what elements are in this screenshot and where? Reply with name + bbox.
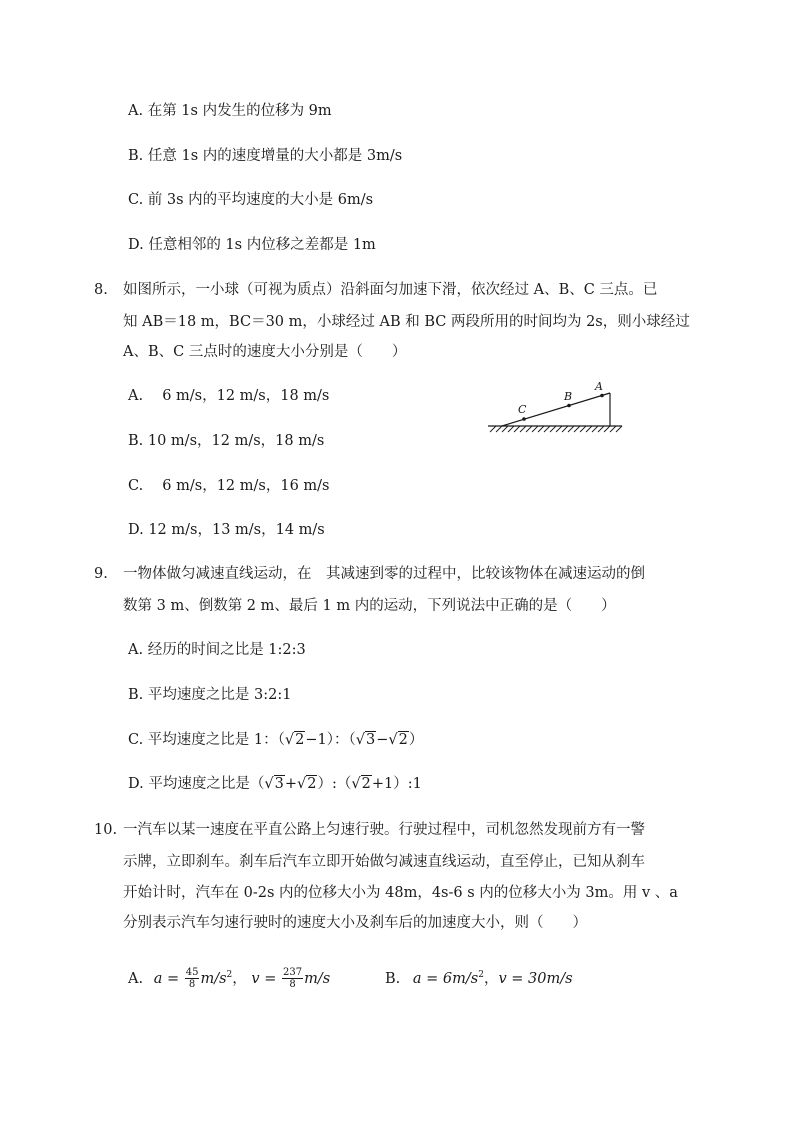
q8-option-a[interactable]: A. 6 m/s，12 m/s，18 m/s [128, 388, 330, 404]
q10-v-fraction: $\frac{237}{8}$ [282, 967, 303, 991]
point-b-label: B [564, 390, 573, 403]
q9-d-radicand-3: 2 [361, 776, 371, 792]
q9-d-end: +1）:1 [371, 776, 422, 792]
q9-option-b[interactable]: B. 平均速度之比是 3:2:1 [128, 687, 292, 703]
point-a-marker [600, 394, 604, 398]
q7-option-a[interactable]: A. 在第 1s 内发生的位移为 9m [128, 103, 332, 119]
sqrt-sign-icon: √ [296, 776, 307, 792]
q10-option-a[interactable] [128, 962, 330, 992]
q10-b-sep: ， [483, 970, 499, 987]
q10-b-a-expr: a = 6m/s [412, 970, 479, 987]
q8-number: 8. [94, 282, 108, 298]
sqrt-sign-icon: √ [264, 776, 274, 792]
q9-c-prefix: C. 平均速度之比是 1：（ [128, 732, 285, 748]
q7-option-b[interactable]: B. 任意 1s 内的速度增量的大小都是 3m/s [128, 148, 403, 164]
q8-stem-line-3: A、B、C 三点时的速度大小分别是（ ） [123, 344, 407, 360]
q10-a-unit: m/s [200, 970, 227, 987]
q10-stem-line-4: 分别表示汽车匀速行驶时的速度大小及刹车后的加速度大小，则（ ） [123, 915, 587, 931]
q9-c-end: ） [408, 732, 424, 748]
q10-number: 10. [94, 822, 118, 838]
q8-option-d[interactable]: D. 12 m/s，13 m/s，14 m/s [128, 522, 325, 538]
q10-stem-line-1: 一汽车以某一速度在平直公路上匀速行驶。行驶过程中，司机忽然发现前方有一警 [123, 822, 645, 838]
q10-b-label: B. [385, 970, 401, 987]
q10-a-label: A. [128, 970, 144, 987]
incline-figure [484, 376, 626, 436]
q7-option-d[interactable]: D. 任意相邻的 1s 内位移之差都是 1m [128, 237, 376, 253]
point-a-label: A [595, 380, 603, 393]
q9-stem-line-2: 数第 3 m、倒数第 2 m、最后 1 m 内的运动，下列说法中正确的是（ ） [123, 598, 616, 614]
q9-d-mid-1: + [284, 776, 297, 792]
q10-b-exp: 2 [478, 970, 484, 980]
q10-a-fraction: $\frac{45}{8}$ [185, 967, 199, 991]
sqrt-sign-icon: √ [284, 732, 295, 748]
q10-b-v-expr: v = 30m/s [498, 970, 573, 987]
sqrt-sign-icon: √ [388, 732, 398, 748]
q10-option-b[interactable] [385, 962, 573, 992]
q10-v-unit: m/s [304, 970, 331, 987]
q10-v-eq: = [264, 970, 277, 987]
q9-d-radicand-2: 2 [307, 776, 317, 792]
q10-a-var: a [153, 970, 163, 987]
q10-a-exp: 2 [226, 970, 233, 980]
q7-option-c[interactable]: C. 前 3s 内的平均速度的大小是 6m/s [128, 192, 374, 208]
q9-d-radicand-1: 3 [274, 776, 284, 792]
q8-stem-line-1: 如图所示，一小球（可视为质点）沿斜面匀加速下滑，依次经过 A、B、C 三点。已 [123, 282, 658, 298]
q10-a-sep: ， [232, 970, 247, 987]
q9-c-mid-2: − [376, 732, 389, 748]
q9-c-radicand-3: 2 [398, 732, 408, 748]
q8-stem-line-2: 知 AB＝18 m，BC＝30 m，小球经过 AB 和 BC 两段所用的时间均为 2s，则小球经过 [123, 314, 690, 330]
sqrt-sign-icon: √ [351, 776, 361, 792]
q9-option-a[interactable]: A. 经历的时间之比是 1:2:3 [128, 642, 306, 658]
q8-option-b[interactable]: B. 10 m/s，12 m/s，18 m/s [128, 433, 325, 449]
q9-c-radicand-1: 2 [295, 732, 305, 748]
q10-stem-line-2: 示牌，立即刹车。刹车后汽车立即开始做匀减速直线运动，直至停止，已知从刹车 [123, 854, 645, 870]
q9-d-mid-2: ）:（ [317, 776, 352, 792]
q9-option-d[interactable] [128, 774, 422, 794]
q9-option-c[interactable] [128, 730, 423, 750]
q9-c-radicand-2: 3 [366, 732, 376, 748]
point-c-marker [522, 417, 526, 421]
sqrt-sign-icon: √ [355, 732, 365, 748]
point-c-label: C [518, 403, 527, 416]
q9-number: 9. [94, 566, 108, 582]
q9-d-prefix: D. 平均速度之比是（ [128, 776, 265, 792]
q10-v-var: v [251, 970, 260, 987]
q9-stem-line-1: 一物体做匀减速直线运动，在 其减速到零的过程中，比较该物体在减速运动的倒 [123, 566, 645, 582]
q10-stem-line-3: 开始计时，汽车在 0-2s 内的位移大小为 48m，4s-6 s 内的位移大小为 3m。用 v 、a [123, 885, 678, 901]
q10-a-eq: = [166, 970, 180, 987]
q8-option-c[interactable]: C. 6 m/s，12 m/s，16 m/s [128, 478, 330, 494]
q9-c-mid-1: −1）：（ [305, 732, 356, 748]
point-b-marker [567, 404, 571, 408]
